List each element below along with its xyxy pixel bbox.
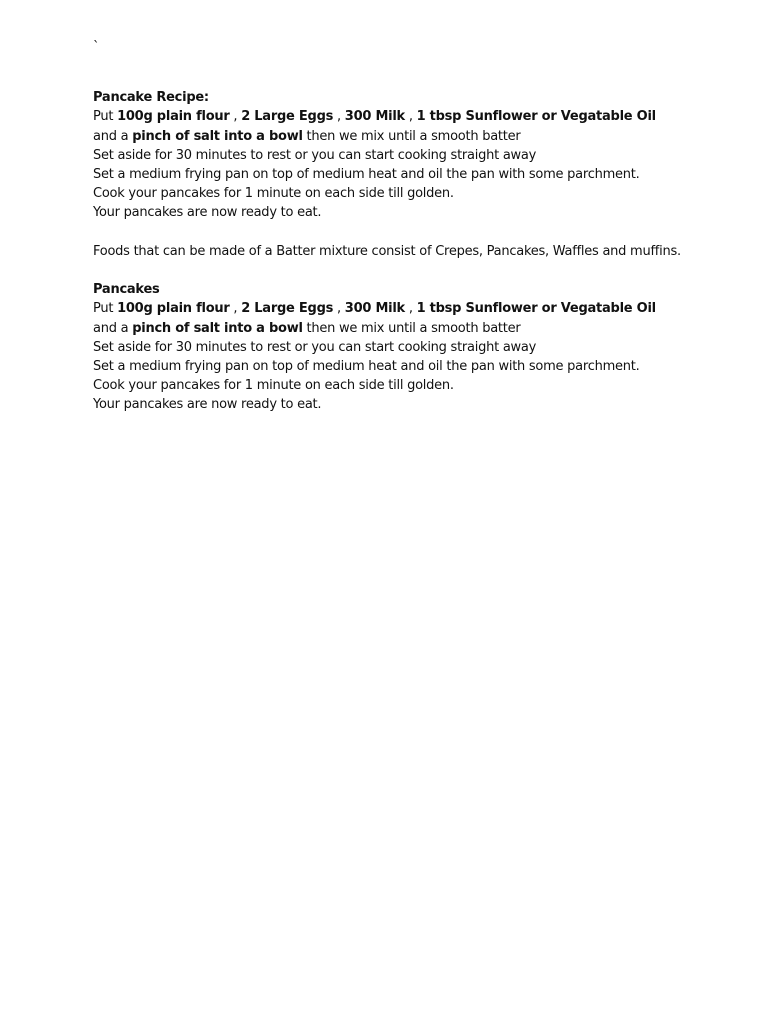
recipe-section-1	[93, 88, 733, 222]
rest-instruction-line: Set aside for 30 minutes to rest or you can start cooking straight away	[93, 339, 537, 355]
cook-instruction-line: Cook your pancakes for 1 minute on each side till golden.	[93, 378, 454, 394]
recipe-section-2	[93, 280, 733, 414]
ingredients-line: Put 100g plain flour , 2 Large Eggs , 300 Milk , 1 tbsp Sunflower or Vegatable Oil	[93, 301, 656, 317]
cook-instruction-line: Cook your pancakes for 1 minute on each side till golden.	[93, 186, 454, 202]
pan-instruction-line: Set a medium frying pan on top of medium heat and oil the pan with some parchment.	[93, 359, 640, 374]
document-page	[93, 38, 733, 415]
batter-foods-paragraph: Foods that can be made of a Batter mixture consist of Crepes, Pancakes, Waffles and muffins.	[93, 243, 681, 259]
ready-line: Your pancakes are now ready to eat.	[93, 397, 322, 413]
ingredients-line: Put 100g plain flour , 2 Large Eggs , 300 Milk , 1 tbsp Sunflower or Vegatable Oil	[93, 109, 656, 125]
spacer	[93, 261, 733, 280]
ready-line: Your pancakes are now ready to eat.	[93, 205, 322, 221]
section-title: Pancakes	[93, 282, 160, 298]
spacer	[93, 223, 733, 242]
mix-instruction-line: and a pinch of salt into a bowl then we mix until a smooth batter	[93, 320, 521, 336]
section-title: Pancake Recipe:	[93, 90, 209, 106]
pan-instruction-line: Set a medium frying pan on top of medium heat and oil the pan with some parchment.	[93, 167, 640, 182]
rest-instruction-line: Set aside for 30 minutes to rest or you can start cooking straight away	[93, 147, 537, 163]
stray-mark: `	[93, 40, 100, 55]
mix-instruction-line: and a pinch of salt into a bowl then we mix until a smooth batter	[93, 128, 521, 144]
